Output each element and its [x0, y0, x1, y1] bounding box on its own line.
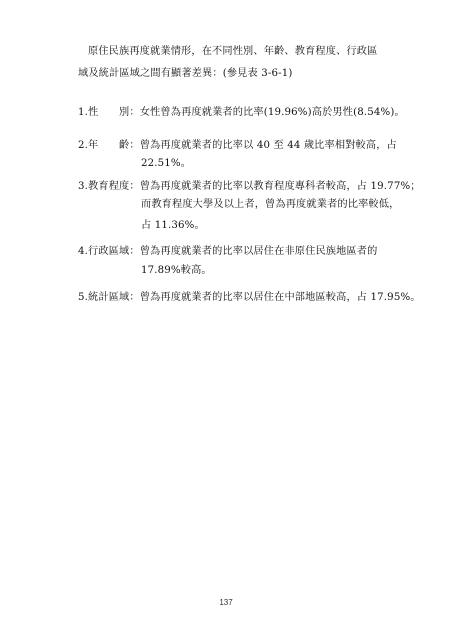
item-continuation: 17.89%較高。 — [141, 265, 212, 276]
item-text: 曾為再度就業者的比率以 40 至 44 歲比率相對較高，占 — [139, 140, 397, 151]
item-text: 曾為再度就業者的比率以居住在非原住民族地區者的 — [139, 246, 378, 257]
item-label: 5.統計區域： — [78, 292, 140, 303]
item-label: 2.年 齡： — [78, 140, 140, 151]
item-text: 女性曾為再度就業者的比率(19.96%)高於男性(8.54%)。 — [139, 107, 405, 118]
item-text: 曾為再度就業者的比率以教育程度專科者較高，占 19.77%； — [139, 181, 421, 192]
item-continuation: 占 11.36%。 — [141, 220, 205, 231]
list-item-gender — [78, 106, 405, 120]
item-label: 3.教育程度： — [78, 181, 140, 192]
list-item-stat-region — [78, 291, 421, 305]
item-label: 1.性 別： — [78, 107, 140, 118]
list-item-age — [78, 139, 397, 153]
page-number: 137 — [219, 598, 233, 607]
item-continuation: 而教育程度大學及以上者，曾為再度就業者的比率較低， — [141, 199, 400, 210]
intro-line-2: 域及統計區域之間有顯著差異：(參見表 3-6-1) — [78, 68, 293, 79]
list-item-education — [78, 180, 421, 194]
item-label: 4.行政區域： — [78, 246, 140, 257]
intro-line-1: 原住民族再度就業情形，在不同性別、年齡、教育程度、行政區 — [88, 46, 378, 57]
list-item-admin-region — [78, 245, 377, 259]
item-text: 曾為再度就業者的比率以居住在中部地區較高，占 17.95%。 — [139, 292, 421, 303]
item-continuation: 22.51%。 — [141, 158, 192, 169]
